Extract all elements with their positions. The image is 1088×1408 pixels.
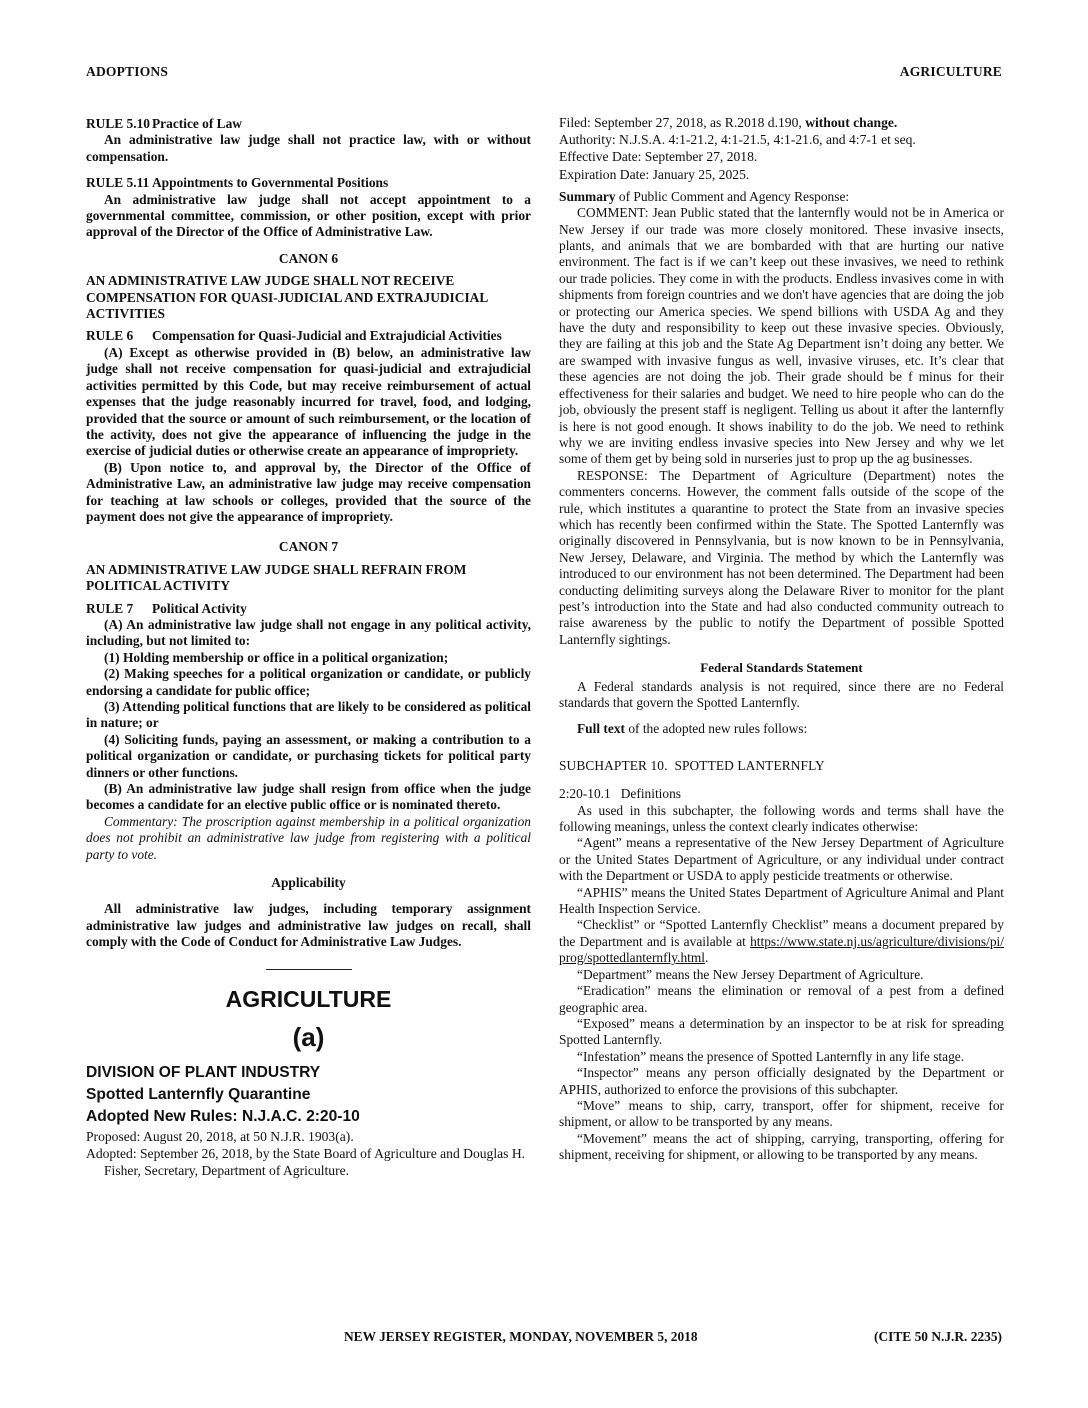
agency-title: AGRICULTURE: [225, 985, 392, 1012]
footer-citation: (CITE 50 N.J.R. 2235): [874, 1329, 1002, 1344]
federal-standards-text: A Federal standards analysis is not required, since there are no Federal standards that govern the Spotted Lanternfly.: [559, 678, 1004, 710]
authority-line: Authority: N.J.S.A. 4:1-21.2, 4:1-21.5, 4:1-21.6, and 4:7-1 et seq.: [559, 132, 916, 148]
rule-5-10-heading: [86, 116, 531, 132]
rule-7-item-2: (2) Making speeches for a political organization or candidate, or publicly endorsing a candidate for public office;: [86, 666, 531, 698]
summary-label-rest: of Public Comment and Agency Response:: [615, 188, 850, 204]
section-divider: [266, 969, 352, 970]
definition-movement: “Movement” means the act of shipping, carrying, transporting, offering for shipment, receiving for shipment, or allowing to be transported by any means.: [559, 1130, 1004, 1163]
rule-number: RULE 7: [86, 600, 134, 616]
section-heading: 2:20-10.1 Definitions: [559, 786, 681, 802]
summary-heading: [559, 189, 1004, 205]
division-heading: DIVISION OF PLANT INDUSTRY: [86, 1063, 321, 1081]
checklist-url-link[interactable]: https://www.state.nj.us/agriculture/divisions/pi/prog/spottedlanternfly.html: [559, 933, 1004, 966]
definition-aphis: “APHIS” means the United States Department of Agriculture Animal and Plant Health Inspection Service.: [559, 884, 1004, 917]
rule-number: RULE 6: [86, 328, 134, 344]
running-header: [86, 64, 1002, 82]
expiration-date-line: Expiration Date: January 25, 2025.: [559, 166, 750, 182]
definition-inspector: “Inspector” means any person officially designated by the Department or APHIS, authorized to enforce the provisions of this subchapter.: [559, 1065, 1004, 1097]
definition-move: “Move” means to ship, carry, transport, offer for shipment, receive for shipment, or allow to be transported by any means.: [559, 1097, 1004, 1130]
adoption-metadata: [559, 114, 1004, 183]
definition-infestation: “Infestation” means the presence of Spotted Lanternfly in any life stage.: [577, 1048, 965, 1064]
summary-label: Summary: [559, 188, 616, 204]
applicability-heading: Applicability: [271, 875, 346, 891]
federal-standards-heading: Federal Standards Statement: [700, 660, 863, 676]
rule-7-para-a: (A) An administrative law judge shall not engage in any political activity, including, but not limited to:: [86, 616, 531, 649]
rule-5-11-text: An administrative law judge shall not accept appointment to a governmental committee, commission, or other position, except with prior approval of the Director of the Office of Administrative Law.: [86, 191, 531, 240]
rule-7-para-b: (B) An administrative law judge shall resign from office when the judge becomes a candidate for an elective public office or is nominated thereto.: [86, 781, 531, 813]
subchapter-heading: SUBCHAPTER 10. SPOTTED LANTERNFLY: [559, 757, 825, 773]
adopted-line: Adopted: September 26, 2018, by the State Board of Agriculture and Douglas H. Fisher, Secretary, Department of Agriculture.: [86, 1145, 526, 1178]
rule-number: RULE 5.11: [86, 175, 150, 191]
definition-department: “Department” means the New Jersey Department of Agriculture.: [577, 966, 924, 982]
rule-5-10-text: An administrative law judge shall not practice law, with or without compensation.: [86, 132, 531, 164]
effective-date-line: Effective Date: September 27, 2018.: [559, 149, 758, 165]
rule-title: Compensation for Quasi-Judicial and Extrajudicial Activities: [152, 328, 502, 344]
definition-eradication: “Eradication” means the elimination or removal of a pest from a defined geographic area.: [559, 983, 1004, 1015]
adopted-rules-heading: Adopted New Rules: N.J.A.C. 2:20-10: [86, 1107, 360, 1125]
rule-7-commentary: Commentary: The proscription against membership in a political organization does not prohibit an administrative law judge from registering with a political party to vote.: [86, 813, 531, 862]
canon-7-label: CANON 7: [278, 539, 339, 555]
footer-register-date: NEW JERSEY REGISTER, MONDAY, NOVEMBER 5, 2018: [344, 1329, 698, 1344]
definitions-intro: As used in this subchapter, the following words and terms shall have the following meanings, unless the context clearly indicates otherwise:: [559, 802, 1004, 835]
applicability-text: All administrative law judges, including temporary assignment administrative law judges and administrative law judges on recall, shall comply with the Code of Conduct for Administrative Law Judges.: [86, 901, 531, 950]
canon-6-label: CANON 6: [278, 250, 339, 266]
definition-agent: “Agent” means a representative of the New Jersey Department of Agriculture or the United States Department of Agriculture, or any individual under contract with the Department or USDA to apply pesticide treatments or otherwise.: [559, 835, 1004, 884]
header-section-right: AGRICULTURE: [899, 64, 1002, 79]
rule-7-item-4: (4) Soliciting funds, paying an assessment, or making a contribution to a political organization or candidate, or purchasing tickets for political party dinners or other functions.: [86, 731, 531, 780]
filed-status: without change.: [805, 115, 898, 130]
definition-checklist: [559, 917, 1004, 966]
definition-checklist-text: “Checklist” or “Spotted Lanternfly Checklist” means a document prepared by the Department and is available at: [559, 917, 1004, 949]
left-column: [86, 114, 531, 1179]
rule-title: Practice of Law: [152, 116, 242, 131]
agency-response: RESPONSE: The Department of Agriculture (Department) notes the commenters concerns. However, the comment falls outside of the scope of the rule, which institutes a quarantine to protect the State from an invasive species which has recently been confirmed within the State. The Spotted Lanternfly was originally discovered in Pennsylvania, but is now known to be in Pennsylvania, New Jersey, Delaware, and Virginia. The method by which the Lanternfly was introduced to our environment has not been determined. The Department had been conducting delimiting surveys along the Delaware River to monitor for the plant pest’s introduction into the State and had also conducted community outreach to raise awareness by the public to notify the Department of possible Spotted Lanternfly sightings.: [559, 467, 1004, 647]
header-section-left: ADOPTIONS: [86, 64, 169, 79]
rule-title: Political Activity: [152, 600, 247, 616]
proposed-line: Proposed: August 20, 2018, at 50 N.J.R. 1903(a).: [86, 1128, 354, 1144]
filed-text: Filed: September 27, 2018, as R.2018 d.190,: [559, 115, 806, 130]
canon-7-heading: AN ADMINISTRATIVE LAW JUDGE SHALL REFRAIN FROM POLITICAL ACTIVITY: [86, 561, 467, 594]
rule-6-para-b: (B) Upon notice to, and approval by, the Director of the Office of Administrative Law, an administrative law judge may receive compensation for teaching at law schools or colleges, provided that the source of the payment does not give the appearance of impropriety.: [86, 459, 531, 524]
rule-7-item-3: (3) Attending political functions that are likely to be considered as political in nature; or: [86, 699, 531, 731]
rule-7-item-1: (1) Holding membership or office in a political organization;: [104, 649, 449, 665]
public-comment: COMMENT: Jean Public stated that the lanternfly would not be in America or New Jersey if our trade was more closely monitored. These invasive insects, plants, and animals that we are bombarded with that are hurting our native environment. The fact is if we can’t keep out these invasives, we need to rethink our trade policies. They come in with the products. Endless invasives come in with shipments from foreign countries and we don't have agencies that are doing the job or protecting our America species. We spend billions with USDA Ag and they have the duty and responsibility to keep out these invasive species. Obviously, they are failing at this job and the State Ag Department isn’t doing any better. We are swamped with invasive fungus as well, invasive viruses, etc. It’s clear that these agencies are not doing the job. Their grade should be f minus for their effectiveness for their salaries and budget. We need to hire people who can do the job, obviously the present staff is negligent. Telling us about it after the lanternfly is here is not good enough. It shows inability to do the job. We need to rethink why we are inviting endless invasive species into New Jersey and why we let some of them get by being sold in nurseries just to prop up the ag businesses.: [559, 205, 1004, 467]
page-footer: [86, 1329, 1002, 1347]
rule-5-11-heading: [86, 175, 531, 191]
subject-heading: Spotted Lanternfly Quarantine: [86, 1085, 311, 1103]
definition-exposed: “Exposed” means a determination by an inspector to be at risk for spreading Spotted Lanternfly.: [559, 1015, 1004, 1048]
notice-letter: (a): [292, 1021, 325, 1052]
full-text-label: Full text: [577, 721, 625, 737]
canon-6-heading: AN ADMINISTRATIVE LAW JUDGE SHALL NOT RECEIVE COMPENSATION FOR QUASI-JUDICIAL AND EXTRAJUDICIAL ACTIVITIES: [86, 273, 488, 322]
definition-period: .: [705, 950, 709, 966]
full-text-label-rest: of the adopted new rules follows:: [624, 721, 808, 737]
filed-line: [559, 114, 1004, 131]
right-column: [559, 114, 1004, 1164]
rule-6-para-a: (A) Except as otherwise provided in (B) below, an administrative law judge shall not receive compensation for quasi-judicial and extrajudicial activities permitted by this Code, but may receive reimbursement of actual expenses that the judge reasonably incurred for travel, food, and lodging, provided that the source or amount of such reimbursement, or the location of the activity, does not give the appearance of influencing the judge in the exercise of judicial duties or otherwise create an appearance of impropriety.: [86, 344, 531, 459]
full-text-line: [559, 721, 1004, 737]
rule-title: Appointments to Governmental Positions: [152, 175, 389, 191]
rule-6-heading: [86, 328, 531, 344]
rule-number: RULE 5.10: [86, 116, 150, 131]
rule-7-heading: [86, 601, 531, 617]
